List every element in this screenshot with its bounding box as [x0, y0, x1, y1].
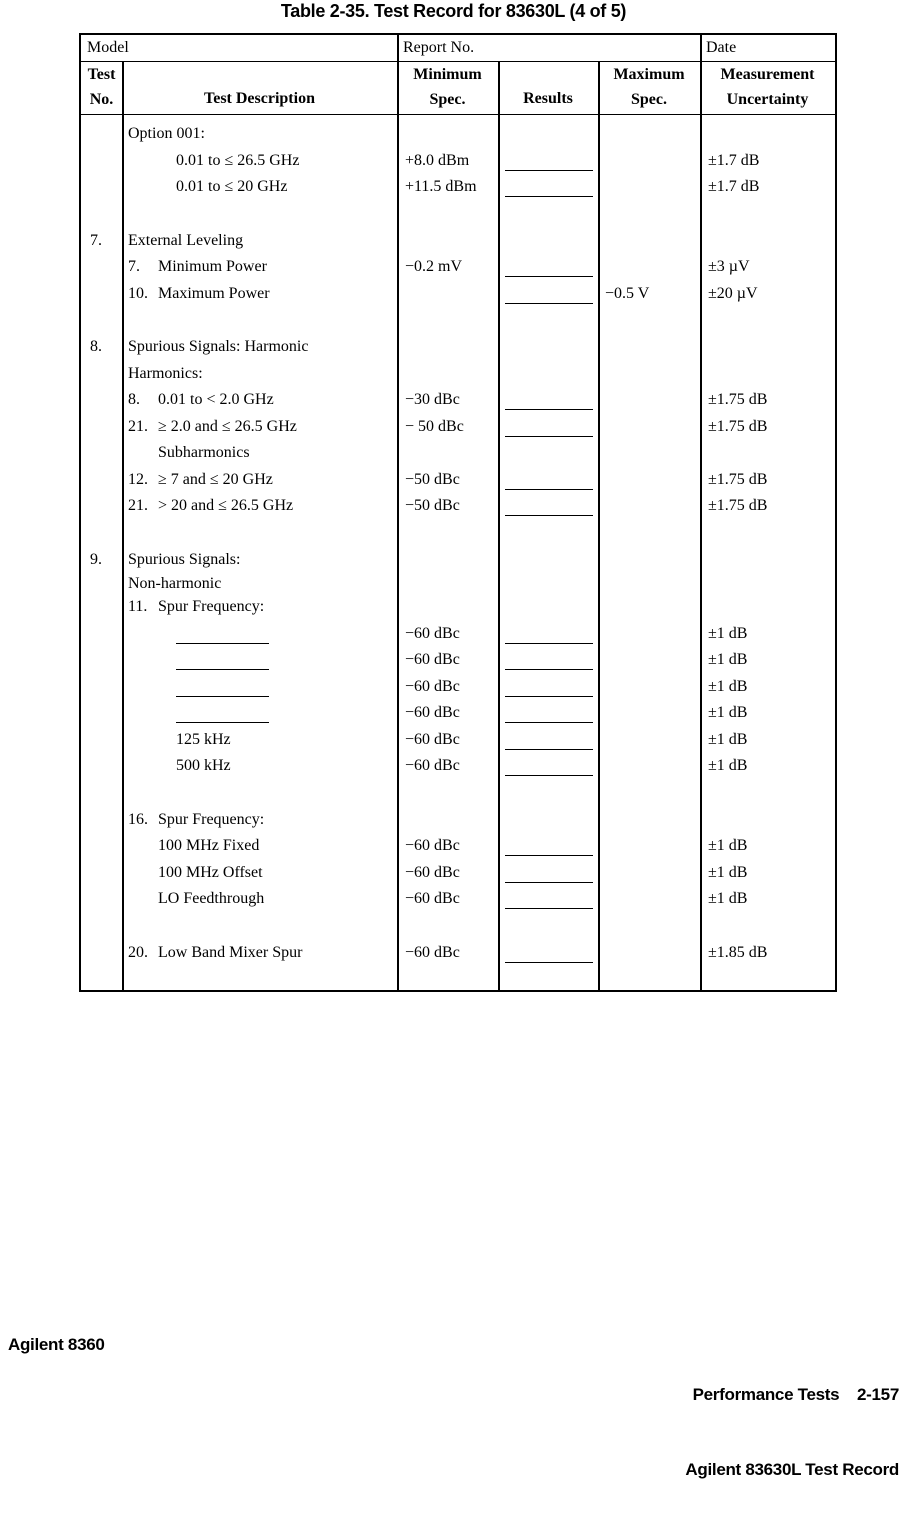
table-row — [81, 493, 835, 520]
footer-right-line1: Performance Tests 2-157 — [692, 1385, 899, 1404]
footer-left: Agilent 8360 — [8, 1335, 105, 1354]
date-label: Date — [706, 39, 737, 56]
table-row — [81, 334, 835, 361]
results-cell — [498, 148, 598, 175]
uncertainty-header: Measurement Uncertainty — [720, 66, 815, 108]
description-cell: Option 001: — [128, 125, 205, 143]
minimum-spec-cell — [397, 913, 498, 940]
results-blank-line — [505, 703, 593, 723]
column-rule — [700, 62, 702, 990]
test-no-cell — [81, 594, 122, 621]
description-cell — [122, 700, 397, 727]
test-no-cell — [81, 493, 122, 520]
table-row — [81, 121, 835, 148]
test-no-cell — [81, 621, 122, 648]
description-cell — [122, 594, 397, 621]
footer-right-line2: Agilent 83630L Test Record — [685, 1460, 899, 1479]
results-cell — [498, 414, 598, 441]
maximum-spec-cell — [598, 647, 700, 674]
report-no-label: Report No. — [403, 39, 475, 56]
uncertainty-cell: ±1 dB — [708, 651, 748, 669]
test-no-cell — [81, 674, 122, 701]
description-cell: 500 kHz — [176, 757, 231, 775]
results-cell — [498, 674, 598, 701]
uncertainty-cell: ±1.75 dB — [708, 391, 768, 409]
maximum-spec-cell — [598, 334, 700, 361]
maximum-spec-cell — [598, 148, 700, 175]
results-blank-line — [505, 390, 593, 410]
results-blank-line — [505, 470, 593, 490]
item-number: 11. — [128, 598, 148, 616]
minimum-spec-cell: −0.2 mV — [405, 258, 463, 276]
results-blank-line — [505, 889, 593, 909]
uncertainty-cell: ±1 dB — [708, 730, 748, 748]
results-cell — [498, 727, 598, 754]
minimum-spec-cell: +8.0 dBm — [405, 151, 470, 169]
description-blank-line — [176, 650, 269, 670]
results-cell — [498, 647, 598, 674]
maximum-spec-cell — [598, 674, 700, 701]
description-cell — [122, 281, 397, 308]
results-blank-line — [505, 257, 593, 277]
table-row — [81, 228, 835, 255]
results-blank-line — [505, 756, 593, 776]
page-title: Table 2-35. Test Record for 83630L (4 of 5) — [280, 1, 627, 21]
test-no-cell — [81, 573, 122, 594]
column-rule — [498, 62, 500, 990]
results-cell — [498, 621, 598, 648]
maximum-spec-cell — [598, 727, 700, 754]
results-cell — [498, 594, 598, 621]
test-no-cell — [81, 174, 122, 201]
test-no-cell — [81, 307, 122, 334]
table-row — [81, 414, 835, 441]
results-blank-line — [505, 730, 593, 750]
uncertainty-cell: ±1.7 dB — [708, 178, 760, 196]
maximum-spec-cell — [598, 621, 700, 648]
uncertainty-cell — [700, 228, 835, 255]
minimum-spec-cell: −60 dBc — [405, 651, 460, 669]
minimum-spec-cell: −50 dBc — [405, 497, 460, 515]
item-number: 10. — [128, 284, 148, 302]
table-row — [81, 254, 835, 281]
description-text: Maximum Power — [158, 284, 270, 302]
spacer-row — [81, 307, 835, 334]
description-text: Spur Frequency: — [158, 598, 265, 616]
uncertainty-cell: ±1.7 dB — [708, 151, 760, 169]
table-grid — [81, 62, 835, 990]
table-row — [81, 753, 835, 780]
results-blank-line — [505, 417, 593, 437]
maximum-spec-header: Maximum Spec. — [613, 66, 685, 108]
test-no-cell: 7. — [90, 231, 102, 249]
results-cell — [498, 334, 598, 361]
item-number: 12. — [128, 470, 148, 488]
maximum-spec-cell — [598, 753, 700, 780]
uncertainty-cell — [700, 307, 835, 334]
minimum-spec-cell — [397, 440, 498, 467]
results-cell — [498, 520, 598, 547]
description-cell: 0.01 to ≤ 20 GHz — [176, 178, 288, 196]
table-body — [81, 115, 835, 966]
maximum-spec-cell — [598, 361, 700, 388]
maximum-spec-cell — [598, 913, 700, 940]
uncertainty-cell — [700, 913, 835, 940]
uncertainty-cell: ±3 µV — [708, 258, 750, 276]
minimum-spec-cell — [397, 121, 498, 148]
results-cell — [498, 573, 598, 594]
uncertainty-cell: ±1.75 dB — [708, 417, 768, 435]
test-no-cell — [81, 886, 122, 913]
description-cell — [122, 913, 397, 940]
uncertainty-cell: ±1.75 dB — [708, 497, 768, 515]
maximum-spec-cell — [598, 174, 700, 201]
table-row — [81, 833, 835, 860]
table-row — [81, 727, 835, 754]
maximum-spec-cell — [598, 547, 700, 574]
results-cell — [498, 700, 598, 727]
description-text: > 20 and ≤ 26.5 GHz — [158, 497, 294, 515]
minimum-spec-cell: −60 dBc — [405, 624, 460, 642]
results-blank-line — [505, 284, 593, 304]
test-no-cell: 8. — [90, 338, 102, 356]
item-number: 7. — [128, 258, 140, 276]
results-cell — [498, 361, 598, 388]
results-blank-line — [505, 151, 593, 171]
uncertainty-cell: ±1.85 dB — [708, 943, 768, 961]
maximum-spec-cell — [598, 228, 700, 255]
description-cell — [122, 780, 397, 807]
results-cell — [498, 833, 598, 860]
spacer-row — [81, 201, 835, 228]
results-blank-line — [505, 496, 593, 516]
item-number: 8. — [128, 391, 140, 409]
minimum-spec-cell: −60 dBc — [405, 890, 460, 908]
results-cell — [498, 940, 598, 967]
results-cell — [498, 467, 598, 494]
uncertainty-cell — [700, 807, 835, 834]
description-cell — [122, 467, 397, 494]
spacer-row — [81, 913, 835, 940]
table-row — [81, 467, 835, 494]
results-cell — [498, 387, 598, 414]
description-cell: Spurious Signals: Harmonic — [128, 338, 309, 356]
results-cell — [498, 860, 598, 887]
maximum-spec-cell — [598, 860, 700, 887]
table-row — [81, 594, 835, 621]
description-text: Spur Frequency: — [158, 810, 265, 828]
table-row — [81, 281, 835, 308]
uncertainty-cell: ±1 dB — [708, 624, 748, 642]
minimum-spec-cell — [397, 807, 498, 834]
info-row — [81, 35, 835, 62]
spacer-row — [81, 780, 835, 807]
results-blank-line — [505, 836, 593, 856]
table-row — [81, 886, 835, 913]
results-cell — [498, 307, 598, 334]
uncertainty-cell — [700, 334, 835, 361]
spacer-row — [81, 520, 835, 547]
uncertainty-cell: ±1 dB — [708, 677, 748, 695]
column-rule — [598, 62, 600, 990]
uncertainty-cell — [700, 520, 835, 547]
results-blank-line — [505, 863, 593, 883]
description-header: Test Description — [204, 90, 315, 107]
test-no-cell — [81, 727, 122, 754]
description-cell: Non-harmonic — [128, 574, 222, 592]
maximum-spec-cell — [598, 780, 700, 807]
test-no-cell — [81, 833, 122, 860]
minimum-spec-cell: − 50 dBc — [405, 417, 464, 435]
item-number: 20. — [128, 943, 148, 961]
test-no-cell: 9. — [90, 550, 102, 568]
test-no-cell — [81, 414, 122, 441]
minimum-spec-cell: −60 dBc — [405, 730, 460, 748]
uncertainty-cell: ±1 dB — [708, 863, 748, 881]
maximum-spec-cell — [598, 493, 700, 520]
date-cell — [700, 35, 835, 61]
description-text: Low Band Mixer Spur — [158, 943, 303, 961]
minimum-spec-cell: −60 dBc — [405, 704, 460, 722]
results-blank-line — [505, 177, 593, 197]
results-cell — [498, 807, 598, 834]
table-row — [81, 807, 835, 834]
minimum-spec-cell — [397, 228, 498, 255]
table-row — [81, 700, 835, 727]
description-cell: 100 MHz Fixed — [158, 837, 260, 855]
column-header-row — [81, 62, 835, 115]
minimum-spec-cell — [397, 594, 498, 621]
test-no-cell — [81, 467, 122, 494]
uncertainty-cell — [700, 573, 835, 594]
table-row — [81, 387, 835, 414]
uncertainty-cell — [700, 440, 835, 467]
description-cell — [122, 940, 397, 967]
test-no-cell — [81, 700, 122, 727]
table-row — [81, 647, 835, 674]
item-number: 21. — [128, 497, 148, 515]
results-blank-line — [505, 943, 593, 963]
description-blank-line — [176, 624, 269, 644]
maximum-spec-cell — [598, 254, 700, 281]
item-number: 21. — [128, 417, 148, 435]
results-cell — [498, 228, 598, 255]
description-cell: Harmonics: — [128, 364, 203, 382]
results-cell — [498, 493, 598, 520]
results-cell — [498, 913, 598, 940]
test-no-cell — [81, 807, 122, 834]
description-cell — [122, 254, 397, 281]
minimum-spec-cell: −60 dBc — [405, 837, 460, 855]
uncertainty-cell — [700, 547, 835, 574]
results-cell — [498, 780, 598, 807]
description-cell — [122, 201, 397, 228]
minimum-spec-cell: −30 dBc — [405, 391, 460, 409]
minimum-spec-cell: −60 dBc — [405, 863, 460, 881]
table-row — [81, 940, 835, 967]
test-no-cell — [81, 647, 122, 674]
minimum-spec-cell — [397, 307, 498, 334]
minimum-spec-cell — [397, 361, 498, 388]
column-rule — [397, 62, 399, 990]
test-no-cell — [81, 201, 122, 228]
results-cell — [498, 201, 598, 228]
minimum-spec-cell: −60 dBc — [405, 943, 460, 961]
maximum-spec-cell — [598, 307, 700, 334]
column-rule — [122, 62, 124, 990]
test-no-cell — [81, 281, 122, 308]
description-cell: Spurious Signals: — [128, 550, 241, 568]
uncertainty-cell: ±1 dB — [708, 704, 748, 722]
maximum-spec-cell — [598, 467, 700, 494]
test-no-cell — [81, 361, 122, 388]
results-cell — [498, 547, 598, 574]
test-no-cell — [81, 913, 122, 940]
item-number: 16. — [128, 810, 148, 828]
table-row — [81, 440, 835, 467]
description-cell: 0.01 to ≤ 26.5 GHz — [176, 151, 300, 169]
table-row — [81, 148, 835, 175]
minimum-spec-cell — [397, 573, 498, 594]
minimum-spec-cell — [397, 281, 498, 308]
maximum-spec-cell — [598, 414, 700, 441]
maximum-spec-cell — [598, 886, 700, 913]
results-blank-line — [505, 677, 593, 697]
description-text: ≥ 7 and ≤ 20 GHz — [158, 470, 273, 488]
test-no-cell — [81, 121, 122, 148]
minimum-spec-cell — [397, 520, 498, 547]
results-cell — [498, 886, 598, 913]
table-row — [81, 621, 835, 648]
results-cell — [498, 254, 598, 281]
minimum-spec-cell: −50 dBc — [405, 470, 460, 488]
uncertainty-cell — [700, 121, 835, 148]
maximum-spec-cell — [598, 440, 700, 467]
uncertainty-cell: ±1 dB — [708, 837, 748, 855]
minimum-spec-cell — [397, 201, 498, 228]
minimum-spec-cell — [397, 547, 498, 574]
uncertainty-cell — [700, 594, 835, 621]
results-blank-line — [505, 650, 593, 670]
maximum-spec-cell — [598, 807, 700, 834]
minimum-spec-cell — [397, 334, 498, 361]
test-no-cell — [81, 387, 122, 414]
description-cell — [122, 807, 397, 834]
description-cell: Subharmonics — [158, 444, 250, 462]
model-cell — [81, 35, 397, 61]
test-no-cell — [81, 440, 122, 467]
description-cell: 100 MHz Offset — [158, 863, 263, 881]
table-row — [81, 860, 835, 887]
uncertainty-cell — [700, 361, 835, 388]
maximum-spec-cell: −0.5 V — [605, 284, 650, 302]
description-cell — [122, 387, 397, 414]
description-text: ≥ 2.0 and ≤ 26.5 GHz — [158, 417, 297, 435]
test-no-cell — [81, 254, 122, 281]
report-no-cell — [397, 35, 700, 61]
uncertainty-cell: ±1.75 dB — [708, 470, 768, 488]
description-cell — [122, 674, 397, 701]
minimum-spec-cell: +11.5 dBm — [405, 178, 477, 196]
description-blank-line — [176, 677, 269, 697]
maximum-spec-cell — [598, 573, 700, 594]
description-cell — [122, 520, 397, 547]
test-no-cell — [81, 860, 122, 887]
maximum-spec-cell — [598, 700, 700, 727]
uncertainty-cell — [700, 780, 835, 807]
uncertainty-cell: ±20 µV — [708, 284, 758, 302]
results-cell — [498, 121, 598, 148]
description-cell: LO Feedthrough — [158, 890, 265, 908]
minimum-spec-cell: −60 dBc — [405, 757, 460, 775]
test-no-cell — [81, 753, 122, 780]
uncertainty-cell: ±1 dB — [708, 757, 748, 775]
maximum-spec-cell — [598, 520, 700, 547]
results-cell — [498, 281, 598, 308]
results-cell — [498, 174, 598, 201]
test-no-cell — [81, 780, 122, 807]
results-cell — [498, 753, 598, 780]
results-cell — [498, 440, 598, 467]
minimum-spec-cell: −60 dBc — [405, 677, 460, 695]
uncertainty-cell: ±1 dB — [708, 890, 748, 908]
table-row — [81, 361, 835, 388]
maximum-spec-cell — [598, 833, 700, 860]
table-row — [81, 573, 835, 594]
test-no-cell — [81, 148, 122, 175]
description-cell — [122, 414, 397, 441]
maximum-spec-cell — [598, 121, 700, 148]
maximum-spec-cell — [598, 201, 700, 228]
maximum-spec-cell — [598, 940, 700, 967]
description-blank-line — [176, 703, 269, 723]
description-text: 0.01 to < 2.0 GHz — [158, 391, 274, 409]
results-blank-line — [505, 624, 593, 644]
description-cell: External Leveling — [128, 231, 244, 249]
uncertainty-cell — [700, 201, 835, 228]
maximum-spec-cell — [598, 594, 700, 621]
table-row — [81, 174, 835, 201]
description-cell — [122, 647, 397, 674]
footer-right — [685, 1332, 899, 1532]
test-no-cell — [81, 940, 122, 967]
description-cell: 125 kHz — [176, 730, 231, 748]
table-row — [81, 674, 835, 701]
test-no-header: Test No. — [87, 66, 116, 108]
description-text: Minimum Power — [158, 258, 267, 276]
test-no-cell — [81, 520, 122, 547]
test-record-table — [79, 33, 837, 992]
maximum-spec-cell — [598, 387, 700, 414]
table-row — [81, 547, 835, 574]
results-header: Results — [523, 90, 573, 107]
model-label: Model — [87, 39, 129, 56]
description-cell — [122, 493, 397, 520]
description-cell — [122, 621, 397, 648]
description-cell — [122, 307, 397, 334]
minimum-spec-header: Minimum Spec. — [413, 66, 482, 108]
minimum-spec-cell — [397, 780, 498, 807]
